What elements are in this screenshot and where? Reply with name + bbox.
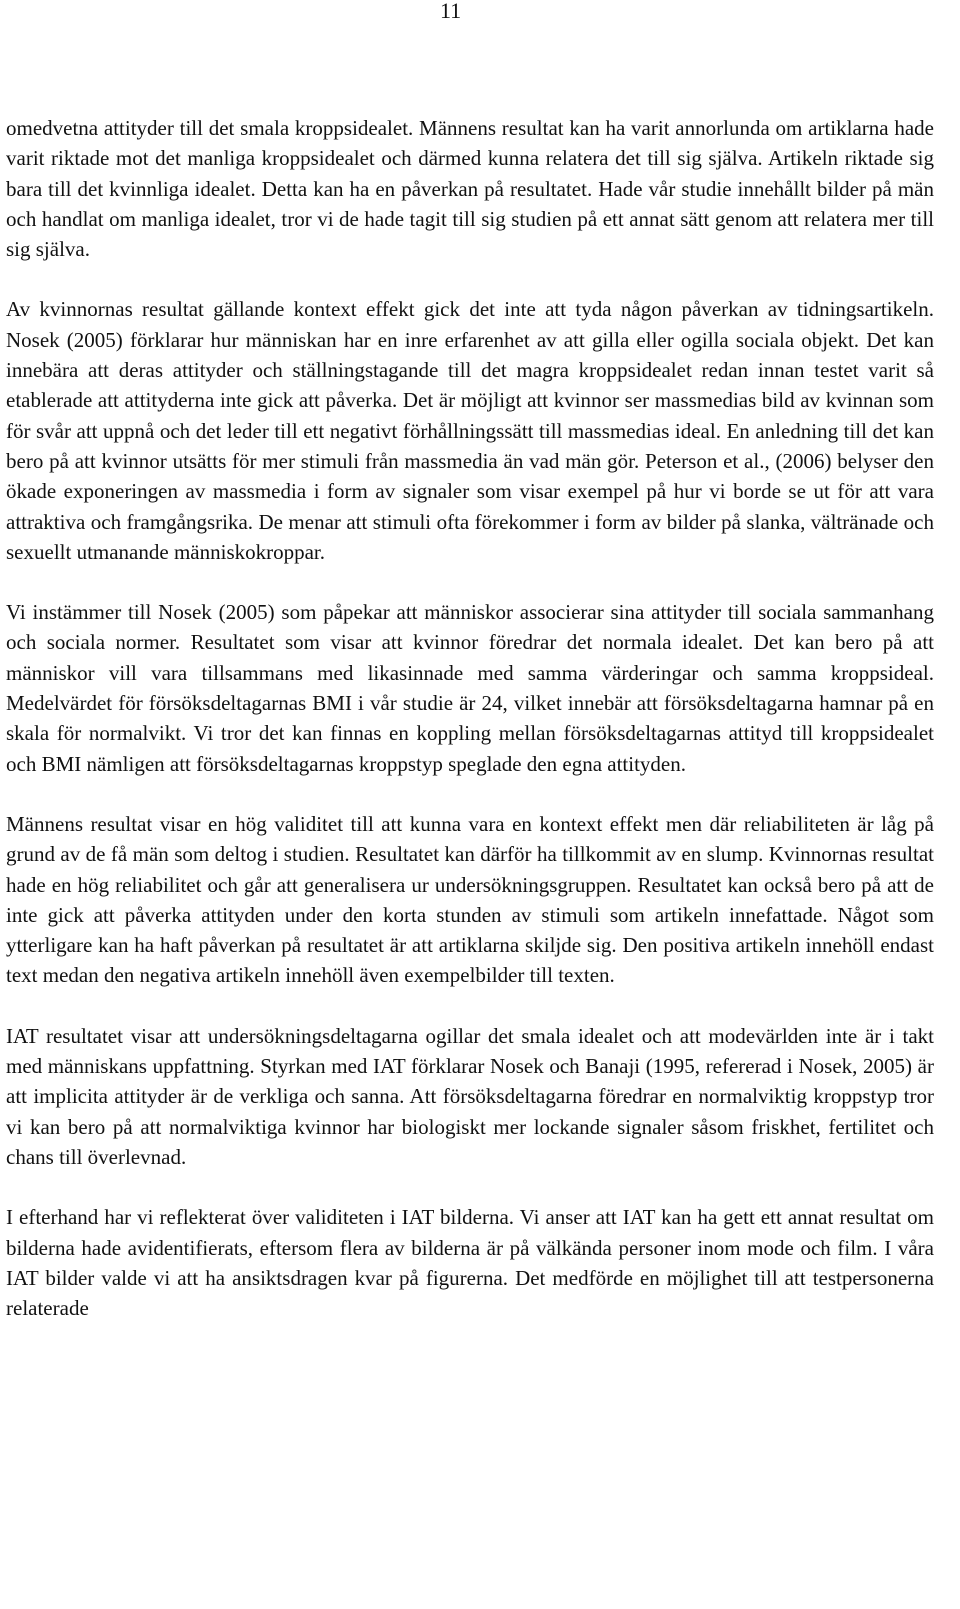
paragraph: Vi instämmer till Nosek (2005) som påpekar att människor associerar sina attityder till sociala sammanhang och sociala normer. Resultatet som visar att kvinnor föredrar det normala idealet. Det kan bero på att människor vill vara tillsammans med likasinnade med samma värderingar och samma kroppsideal. Medelvärdet för försöksdeltagarnas BMI i vår studie är 24, vilket innebär att försöksdeltagarna hamnar på en skala för normalvikt. Vi tror det kan finnas en koppling mellan försöksdeltagarnas attityd till kroppsidealet och BMI nämligen att försöksdeltagarnas kroppstyp speglade den egna attityden.: [6, 600, 934, 776]
paragraph: Männens resultat visar en hög validitet till att kunna vara en kontext effekt men där reliabiliteten är låg på grund av de få män som deltog i studien. Resultatet kan därför ha tillkommit av en slump. Kvinnornas resultat hade en hög reliabilitet och går att generalisera ur undersökningsgruppen. Resultatet kan också bero på att de inte gick att påverka attityden under den korta stunden av stimuli som artikeln innefattade. Något som ytterligare kan ha haft påverkan på resultatet är att artiklarna skiljde sig. Den positiva artikeln innehöll endast text medan den negativa artikeln innehöll även exempelbilder till texten.: [6, 811, 934, 988]
page-number: 11: [440, 0, 462, 23]
body-text: [6, 113, 934, 1323]
paragraph: IAT resultatet visar att undersökningsdeltagarna ogillar det smala idealet och att modevärlden inte är i takt med människans uppfattning. Styrkan med IAT förklarar Nosek och Banaji (1995, refererad i Nosek, 2005) är att implicita attityder är de verkliga och sanna. Att försöksdeltagarna föredrar en normalviktig kroppstyp tror vi kan bero på att normalviktiga kvinnor har biologiskt mer lockande signaler såsom friskhet, fertilitet och chans till överlevnad.: [6, 1023, 934, 1169]
paragraph: I efterhand har vi reflekterat över validiteten i IAT bilderna. Vi anser att IAT kan ha gett ett annat resultat om bilderna hade avidentifierats, eftersom flera av bilderna är på välkända personer inom mode och film. I våra IAT bilder valde vi att ha ansiktsdragen kvar på figurerna. Det medförde en möjlighet till att testpersonerna relaterade: [6, 1205, 934, 1321]
paragraph: omedvetna attityder till det smala kroppsidealet. Männens resultat kan ha varit annorlunda om artiklarna hade varit riktade mot det manliga kroppsidealet och därmed kunna relatera det till sig själva. Artikeln riktade sig bara till det kvinnliga idealet. Detta kan ha en påverkan på resultatet. Hade vår studie innehållt bilder på män och handlat om manliga idealet, tror vi de hade tagit till sig studien på ett annat sätt genom att relatera mer till sig själva.: [6, 116, 934, 262]
paragraph: Av kvinnornas resultat gällande kontext effekt gick det inte att tyda någon påverkan av tidningsartikeln. Nosek (2005) förklarar hur människan har en inre erfarenhet av att gilla eller ogilla sociala objekt. Det kan innebära att deras attityder och ställningstagande till det magra kroppsidealet redan innan testet varit så etablerade att attityderna inte gick att påverka. Det är möjligt att kvinnor ser massmedias bild av kvinnan som för svår att uppnå och det leder till ett negativt förhållningssätt till massmedias ideal. En anledning till det kan bero på att kvinnor utsätts för mer stimuli från massmedia än vad män gör. Peterson et al., (2006) belyser den ökade exponeringen av massmedia i form av signaler som visar exempel på hur vi borde se ut för att vara attraktiva och framgångsrika. De menar att stimuli ofta förekommer i form av bilder på slanka, vältränade och sexuellt utmanande människokroppar.: [6, 297, 934, 564]
